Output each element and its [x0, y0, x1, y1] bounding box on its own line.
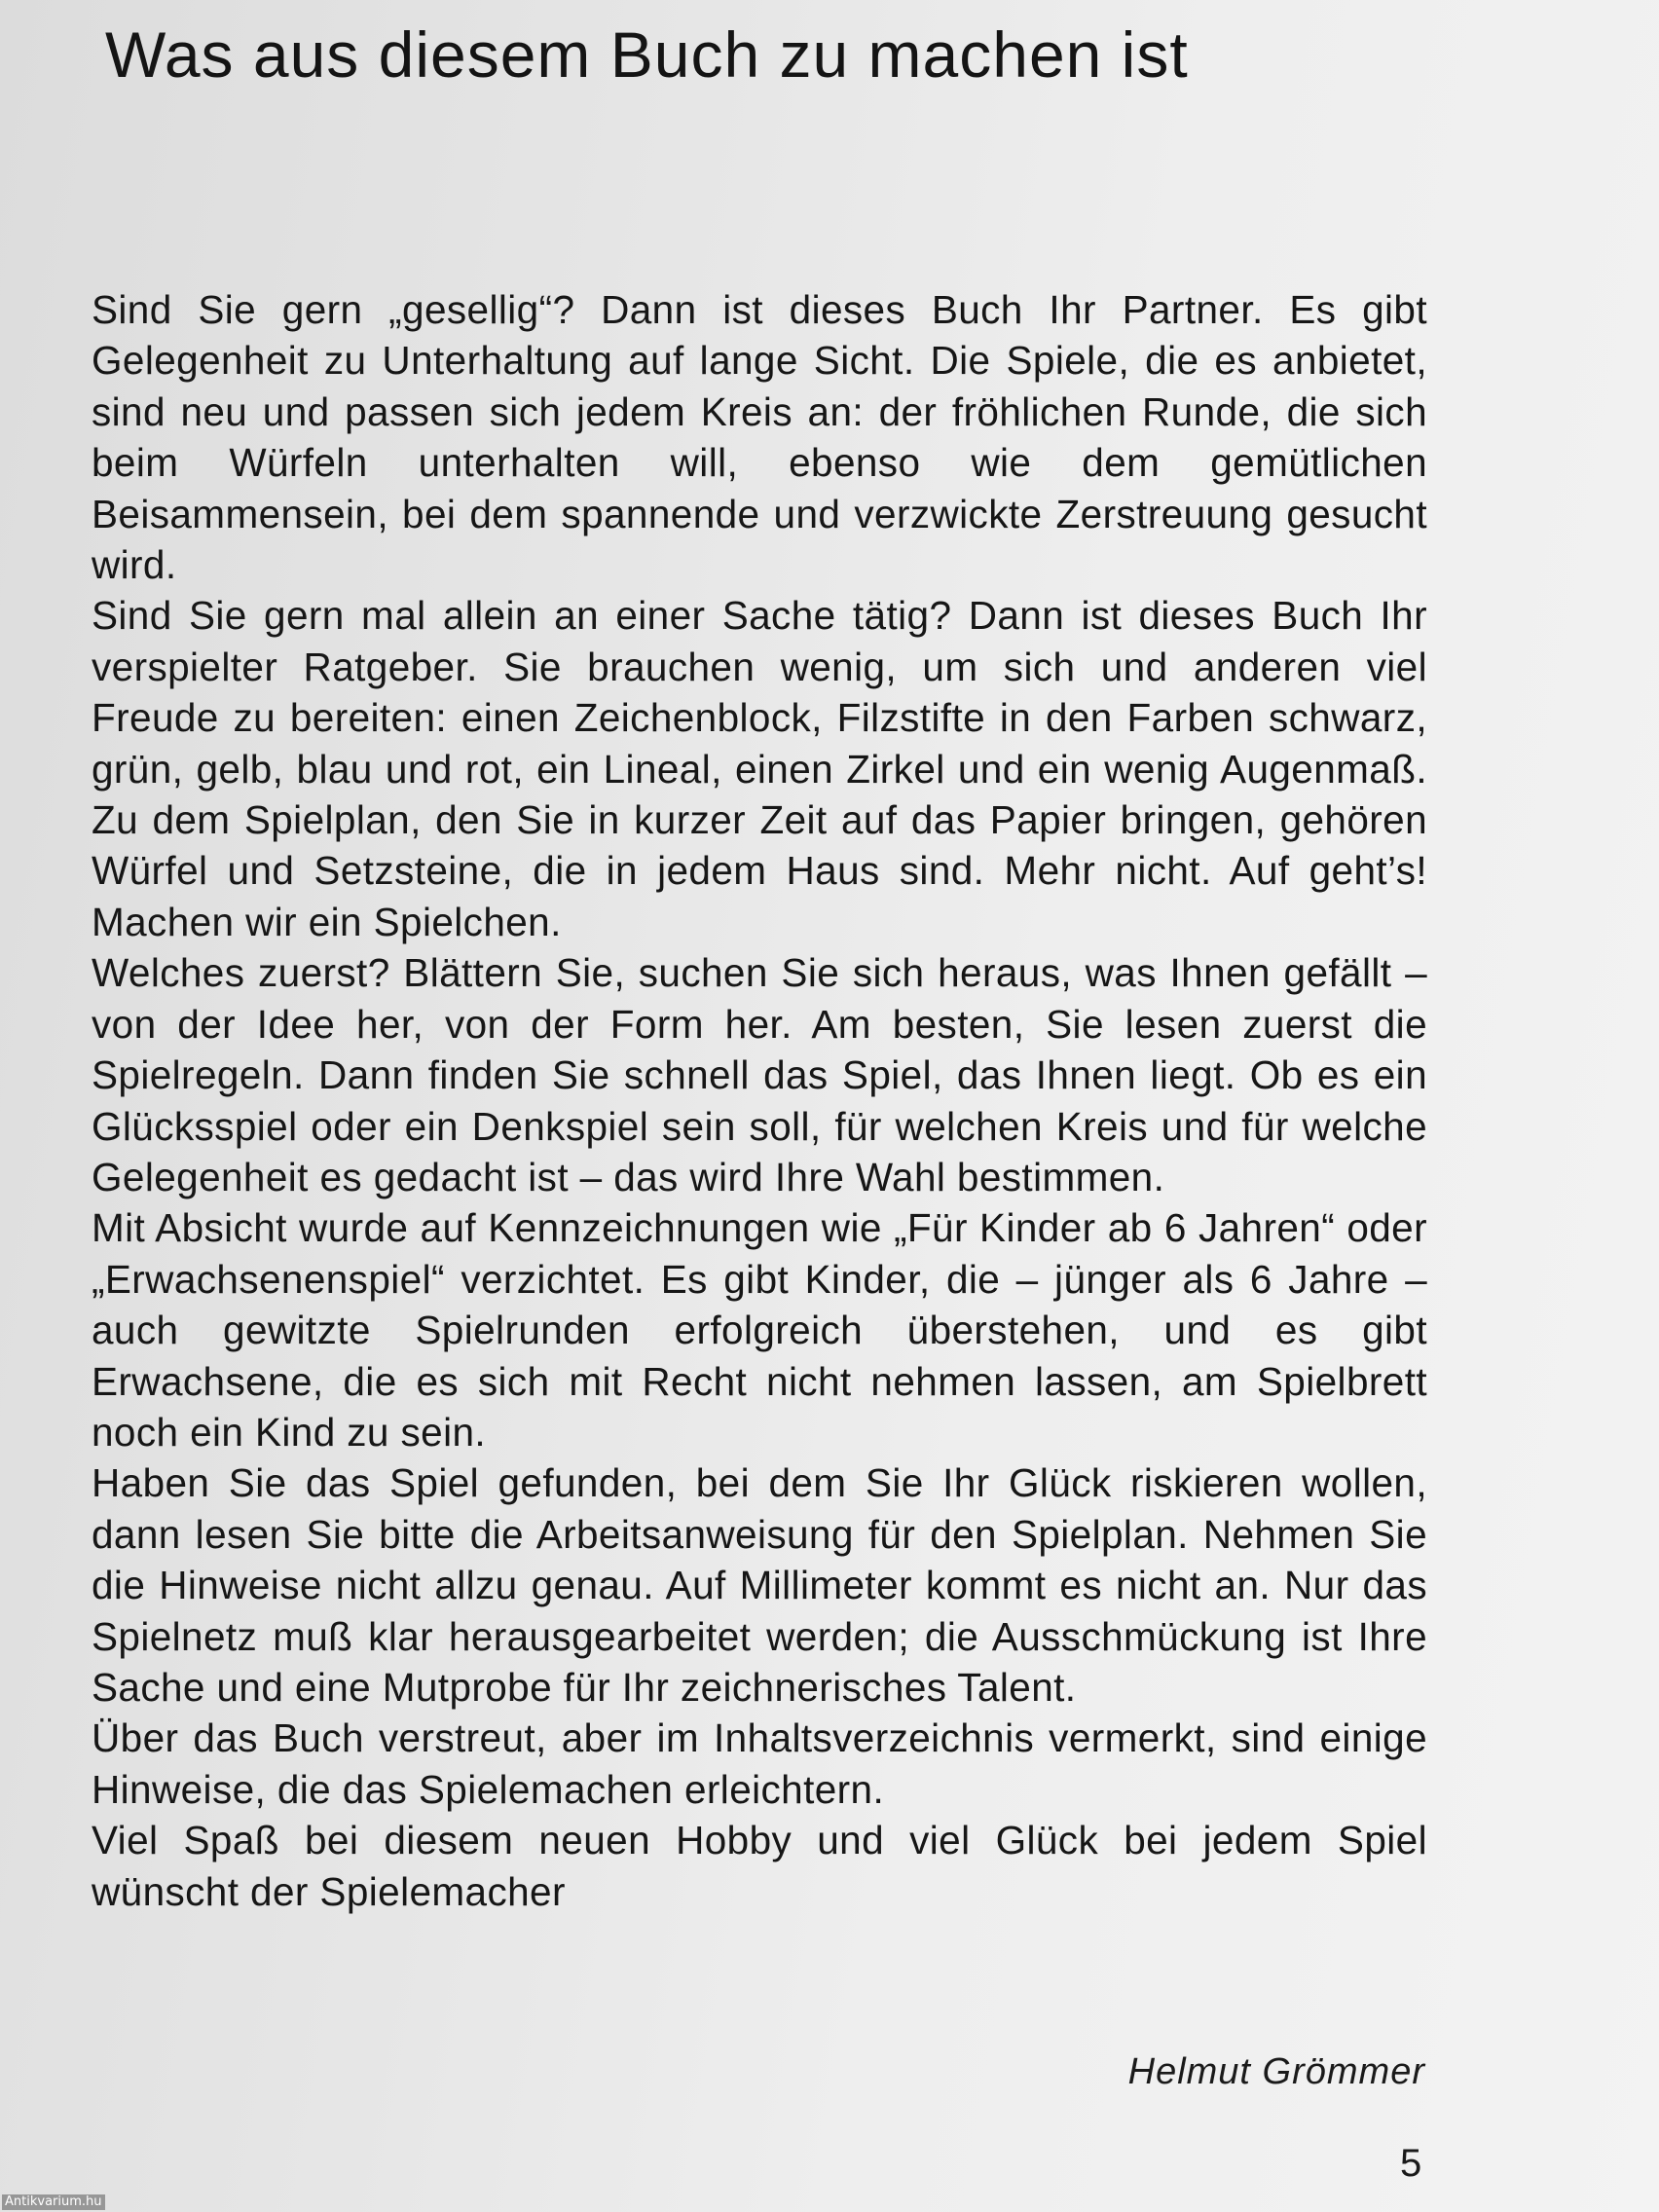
paragraph-6: Über das Buch verstreut, aber im Inhaltsverzeichnis vermerkt, sind einige Hinweise, die das Spielemachen erleichtern.	[92, 1715, 1427, 1812]
body-text	[92, 284, 1427, 1917]
paragraph-7: Viel Spaß bei diesem neuen Hobby und viel Glück bei jedem Spiel wünscht der Spielemacher	[92, 1818, 1427, 1914]
page-title: Was aus diesem Buch zu machen ist	[105, 18, 1189, 91]
paragraph-1: Sind Sie gern „gesellig“? Dann ist dieses Buch Ihr Partner. Es gibt Gelegenheit zu Unterhaltung auf lange Sicht. Die Spiele, die es anbietet, sind neu und passen sich jedem Kreis an: der fröhlichen Runde, die sich beim Würfeln unterhalten will, ebenso wie dem gemütlichen Beisammensein, bei dem spannende und verzwickte Zerstreuung gesucht wird.	[92, 287, 1427, 588]
paragraph-3: Welches zuerst? Blättern Sie, suchen Sie sich heraus, was Ihnen gefällt – von der Idee her, von der Form her. Am besten, Sie lesen zuerst die Spielregeln. Dann finden Sie schnell das Spiel, das Ihnen liegt. Ob es ein Glücksspiel oder ein Denkspiel sein soll, für welchen Kreis und für welche Gelegenheit es gedacht ist – das wird Ihre Wahl bestimmen.	[92, 950, 1427, 1199]
paragraph-2: Sind Sie gern mal allein an einer Sache tätig? Dann ist dieses Buch Ihr verspielter Ratgeber. Sie brauchen wenig, um sich und anderen viel Freude zu bereiten: einen Zeichenblock, Filzstifte in den Farben schwarz, grün, gelb, blau und rot, ein Lineal, einen Zirkel und ein wenig Augenmaß. Zu dem Spielplan, den Sie in kurzer Zeit auf das Papier bringen, gehören Würfel und Setzsteine, die in jedem Haus sind. Mehr nicht. Auf geht’s! Machen wir ein Spielchen.	[92, 593, 1427, 944]
watermark: Antikvarium.hu	[2, 2194, 105, 2210]
paragraph-4: Mit Absicht wurde auf Kennzeichnungen wie „Für Kinder ab 6 Jahren“ oder „Erwachsenenspiel“ verzichtet. Es gibt Kinder, die – jünger als 6 Jahre – auch gewitzte Spielrunden erfolgreich überstehen, und es gibt Erwachsene, die es sich mit Recht nicht nehmen lassen, am Spielbrett noch ein Kind zu sein.	[92, 1205, 1427, 1455]
author-signature: Helmut Grömmer	[1127, 2051, 1425, 2092]
page-number: 5	[1400, 2142, 1422, 2185]
paragraph-5: Haben Sie das Spiel gefunden, bei dem Sie Ihr Glück riskieren wollen, dann lesen Sie bitte die Arbeitsanweisung für den Spielplan. Nehmen Sie die Hinweise nicht allzu genau. Auf Millimeter kommt es nicht an. Nur das Spielnetz muß klar herausgearbeitet werden; die Ausschmückung ist Ihre Sache und eine Mutprobe für Ihr zeichnerisches Talent.	[92, 1460, 1427, 1710]
